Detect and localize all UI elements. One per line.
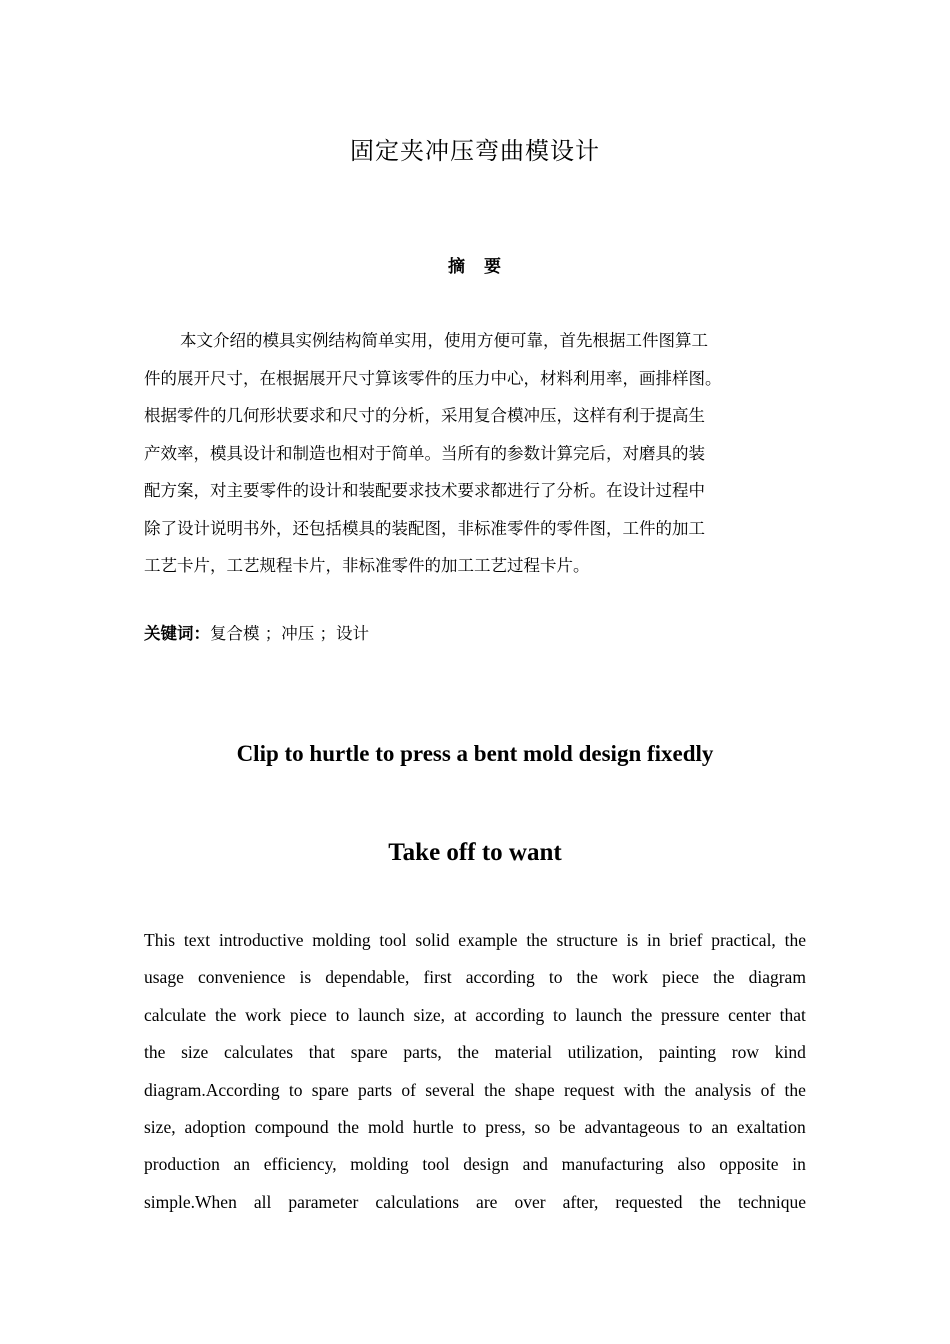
english-abstract-line: This text introductive molding tool solid example the structure is in brief practical, the <box>144 930 806 950</box>
chinese-abstract-line: 除了设计说明书外，还包括模具的装配图，非标准零件的零件图，工件的加工 <box>144 518 705 538</box>
english-abstract-line: simple.When all parameter calculations are over after, requested the technique <box>144 1191 806 1212</box>
abstract-heading-char-1: 摘 <box>448 257 466 277</box>
english-abstract-heading: Take off to want <box>388 839 562 866</box>
english-abstract-line: usage convenience is dependable, first according to the work piece the diagram <box>144 967 806 988</box>
keywords-label: 关键词： <box>144 624 210 643</box>
chinese-abstract-line: 件的展开尺寸，在根据展开尺寸算该零件的压力中心，材料利用率，画排样图。 <box>144 368 722 388</box>
chinese-abstract-line: 配方案，对主要零件的设计和装配要求技术要求都进行了分析。在设计过程中 <box>144 481 705 500</box>
chinese-abstract-line: 产效率，模具设计和制造也相对于简单。当所有的参数计算完后，对磨具的装 <box>144 443 705 463</box>
chinese-abstract-body <box>144 322 806 585</box>
chinese-title: 固定夹冲压弯曲模设计 <box>350 137 600 165</box>
chinese-abstract-line: 工艺卡片，工艺规程卡片，非标准零件的加工工艺过程卡片。 <box>144 556 590 575</box>
english-abstract-line: calculate the work piece to launch size, at according to launch the pressure center that <box>144 1004 806 1025</box>
english-abstract-line: diagram.According to spare parts of several the shape request with the analysis of the <box>144 1079 806 1100</box>
chinese-abstract-line: 根据零件的几何形状要求和尺寸的分析，采用复合模冲压，这样有利于提高生 <box>144 406 705 425</box>
english-abstract-line: the size calculates that spare parts, the material utilization, painting row kind <box>144 1042 806 1063</box>
english-title: Clip to hurtle to press a bent mold design fixedly <box>236 741 714 766</box>
abstract-heading-char-2: 要 <box>484 257 502 277</box>
chinese-abstract-heading <box>0 255 950 279</box>
keywords <box>144 620 806 648</box>
keywords-value: 复合模 ；冲压 ；设计 <box>210 624 369 643</box>
english-abstract-body <box>144 922 806 1221</box>
english-abstract-line: size, adoption compound the mold hurtle to press, so be advantageous to an exaltation <box>144 1116 806 1137</box>
chinese-abstract-line: 本文介绍的模具实例结构简单实用，使用方便可靠，首先根据工件图算工 <box>180 331 708 350</box>
english-abstract-line: production an efficiency, molding tool design and manufacturing also opposite in <box>144 1154 806 1175</box>
